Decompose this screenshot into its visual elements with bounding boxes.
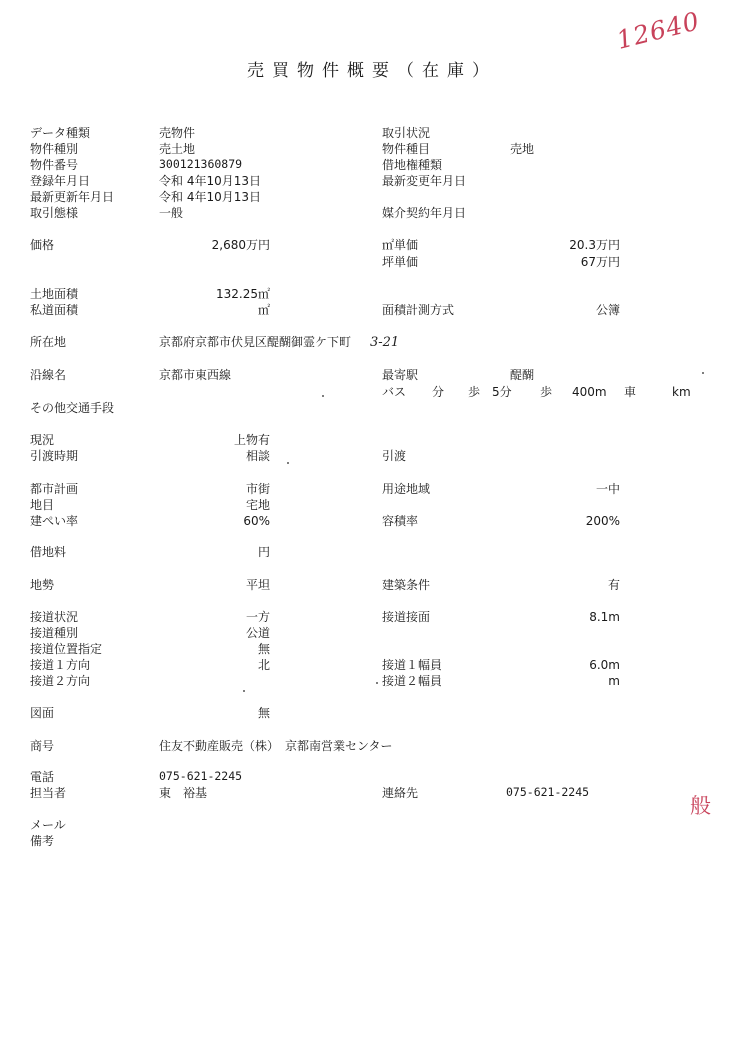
scan-speck <box>243 690 245 692</box>
label-city-planning: 都市計画 <box>30 482 79 496</box>
label-building-condition: 建築条件 <box>382 578 431 592</box>
label-road2-direction: 接道２方向 <box>30 674 91 688</box>
value-per-tsubo-price: 67万円 <box>580 255 620 269</box>
value-area-measurement: 公簿 <box>595 303 620 317</box>
label-floor-area-ratio: 容積率 <box>382 514 419 528</box>
label-delivery: 引渡 <box>382 449 407 463</box>
label-leasehold-type: 借地権種類 <box>382 158 443 172</box>
scan-speck <box>322 395 324 397</box>
value-property-type: 売土地 <box>159 142 196 156</box>
car-unit: km <box>672 385 691 399</box>
label-latest-change-date: 最新変更年月日 <box>382 174 467 188</box>
label-data-type: データ種類 <box>30 126 91 140</box>
value-line-name: 京都市東西線 <box>159 368 232 382</box>
label-road-type: 接道種別 <box>30 626 79 640</box>
label-trade-name: 商号 <box>30 739 55 753</box>
value-land-area: 132.25㎡ <box>216 287 270 301</box>
label-transaction-form: 取引態様 <box>30 206 79 220</box>
handwritten-mark: 般 <box>690 794 711 818</box>
label-road-frontage: 接道接面 <box>382 610 431 624</box>
value-private-road-area: ㎡ <box>257 303 270 317</box>
value-transaction-form: 一般 <box>159 206 184 220</box>
label-line-name: 沿線名 <box>30 368 67 382</box>
value-road-type: 公道 <box>245 626 270 640</box>
value-road-frontage: 8.1m <box>589 610 620 624</box>
walk-distance: 400m <box>572 385 607 399</box>
value-road1-direction: 北 <box>257 658 270 672</box>
label-road-access: 接道状況 <box>30 610 79 624</box>
scan-speck <box>702 372 704 374</box>
label-road1-direction: 接道１方向 <box>30 658 91 672</box>
bus-minutes-unit: 分 <box>432 385 445 399</box>
value-road2-width: m <box>608 674 620 688</box>
value-terrain: 平坦 <box>245 578 270 592</box>
label-private-road-area: 私道面積 <box>30 303 79 317</box>
value-current-status: 上物有 <box>233 433 270 447</box>
handwritten-location-annotation: 3-21 <box>370 335 400 350</box>
walk-minutes: 5分 <box>492 385 512 399</box>
value-floor-area-ratio: 200% <box>585 514 620 528</box>
label-nearest-station: 最寄駅 <box>382 368 419 382</box>
value-property-item: 売地 <box>510 142 535 156</box>
label-use-district: 用途地域 <box>382 482 431 496</box>
value-drawing: 無 <box>257 706 270 720</box>
value-road-designation: 無 <box>257 642 270 656</box>
label-land-area: 土地面積 <box>30 287 79 301</box>
label-road-designation: 接道位置指定 <box>30 642 103 656</box>
label-price: 価格 <box>30 238 55 252</box>
label-property-type: 物件種別 <box>30 142 79 156</box>
car-label: 車 <box>624 385 637 399</box>
scan-speck <box>376 682 378 684</box>
label-person-in-charge: 担当者 <box>30 786 67 800</box>
label-property-number: 物件番号 <box>30 158 79 172</box>
label-brokerage-date: 媒介契約年月日 <box>382 206 467 220</box>
value-location: 京都府京都市伏見区醍醐御霊ケ下町 <box>159 335 352 349</box>
value-property-number: 300121360879 <box>159 157 243 171</box>
value-contact: 075-621-2245 <box>506 785 590 799</box>
value-price: 2,680万円 <box>211 238 270 252</box>
value-data-type: 売物件 <box>159 126 196 140</box>
walk-label-2: 歩 <box>540 385 553 399</box>
page-title: 売買物件概要（在庫） <box>247 61 497 81</box>
label-road2-width: 接道２幅員 <box>382 674 443 688</box>
value-building-condition: 有 <box>607 578 620 592</box>
label-email: メール <box>30 818 66 832</box>
label-phone: 電話 <box>30 770 55 784</box>
handwritten-stamp-number: 12640 <box>613 6 703 55</box>
label-drawing: 図面 <box>30 706 55 720</box>
walk-label: 歩 <box>468 385 481 399</box>
value-phone: 075-621-2245 <box>159 769 243 783</box>
value-use-district: 一中 <box>595 482 620 496</box>
value-land-rent: 円 <box>257 545 270 559</box>
label-location: 所在地 <box>30 335 67 349</box>
label-land-category: 地目 <box>30 498 55 512</box>
bus-label: バス <box>382 385 407 399</box>
label-land-rent: 借地料 <box>30 545 67 559</box>
label-updated-date: 最新更新年月日 <box>30 190 115 204</box>
label-current-status: 現況 <box>30 433 55 447</box>
label-per-tsubo-price: 坪単価 <box>382 255 419 269</box>
label-per-sqm-price: ㎡単価 <box>382 238 419 252</box>
value-delivery-timing: 相談 <box>245 449 270 463</box>
label-area-measurement: 面積計測方式 <box>382 303 455 317</box>
label-building-coverage: 建ぺい率 <box>30 514 79 528</box>
label-property-item: 物件種目 <box>382 142 431 156</box>
label-delivery-timing: 引渡時期 <box>30 449 79 463</box>
label-remarks: 備考 <box>30 834 55 848</box>
label-contact: 連絡先 <box>382 786 419 800</box>
label-transaction-status: 取引状況 <box>382 126 431 140</box>
label-registered-date: 登録年月日 <box>30 174 91 188</box>
label-other-transport: その他交通手段 <box>30 401 115 415</box>
label-road1-width: 接道１幅員 <box>382 658 443 672</box>
label-terrain: 地勢 <box>30 578 55 592</box>
scan-speck <box>287 462 289 464</box>
value-city-planning: 市街 <box>245 482 270 496</box>
value-trade-name: 住友不動産販売（株） 京都南営業センター <box>159 739 393 753</box>
value-building-coverage: 60% <box>243 514 270 528</box>
value-road1-width: 6.0m <box>589 658 620 672</box>
value-person-in-charge: 東 裕基 <box>159 786 208 800</box>
value-nearest-station: 醍醐 <box>510 368 535 382</box>
value-per-sqm-price: 20.3万円 <box>569 238 620 252</box>
value-road-access: 一方 <box>245 610 270 624</box>
value-updated-date: 令和 4年10月13日 <box>159 190 261 204</box>
value-registered-date: 令和 4年10月13日 <box>159 174 261 188</box>
value-land-category: 宅地 <box>245 498 270 512</box>
